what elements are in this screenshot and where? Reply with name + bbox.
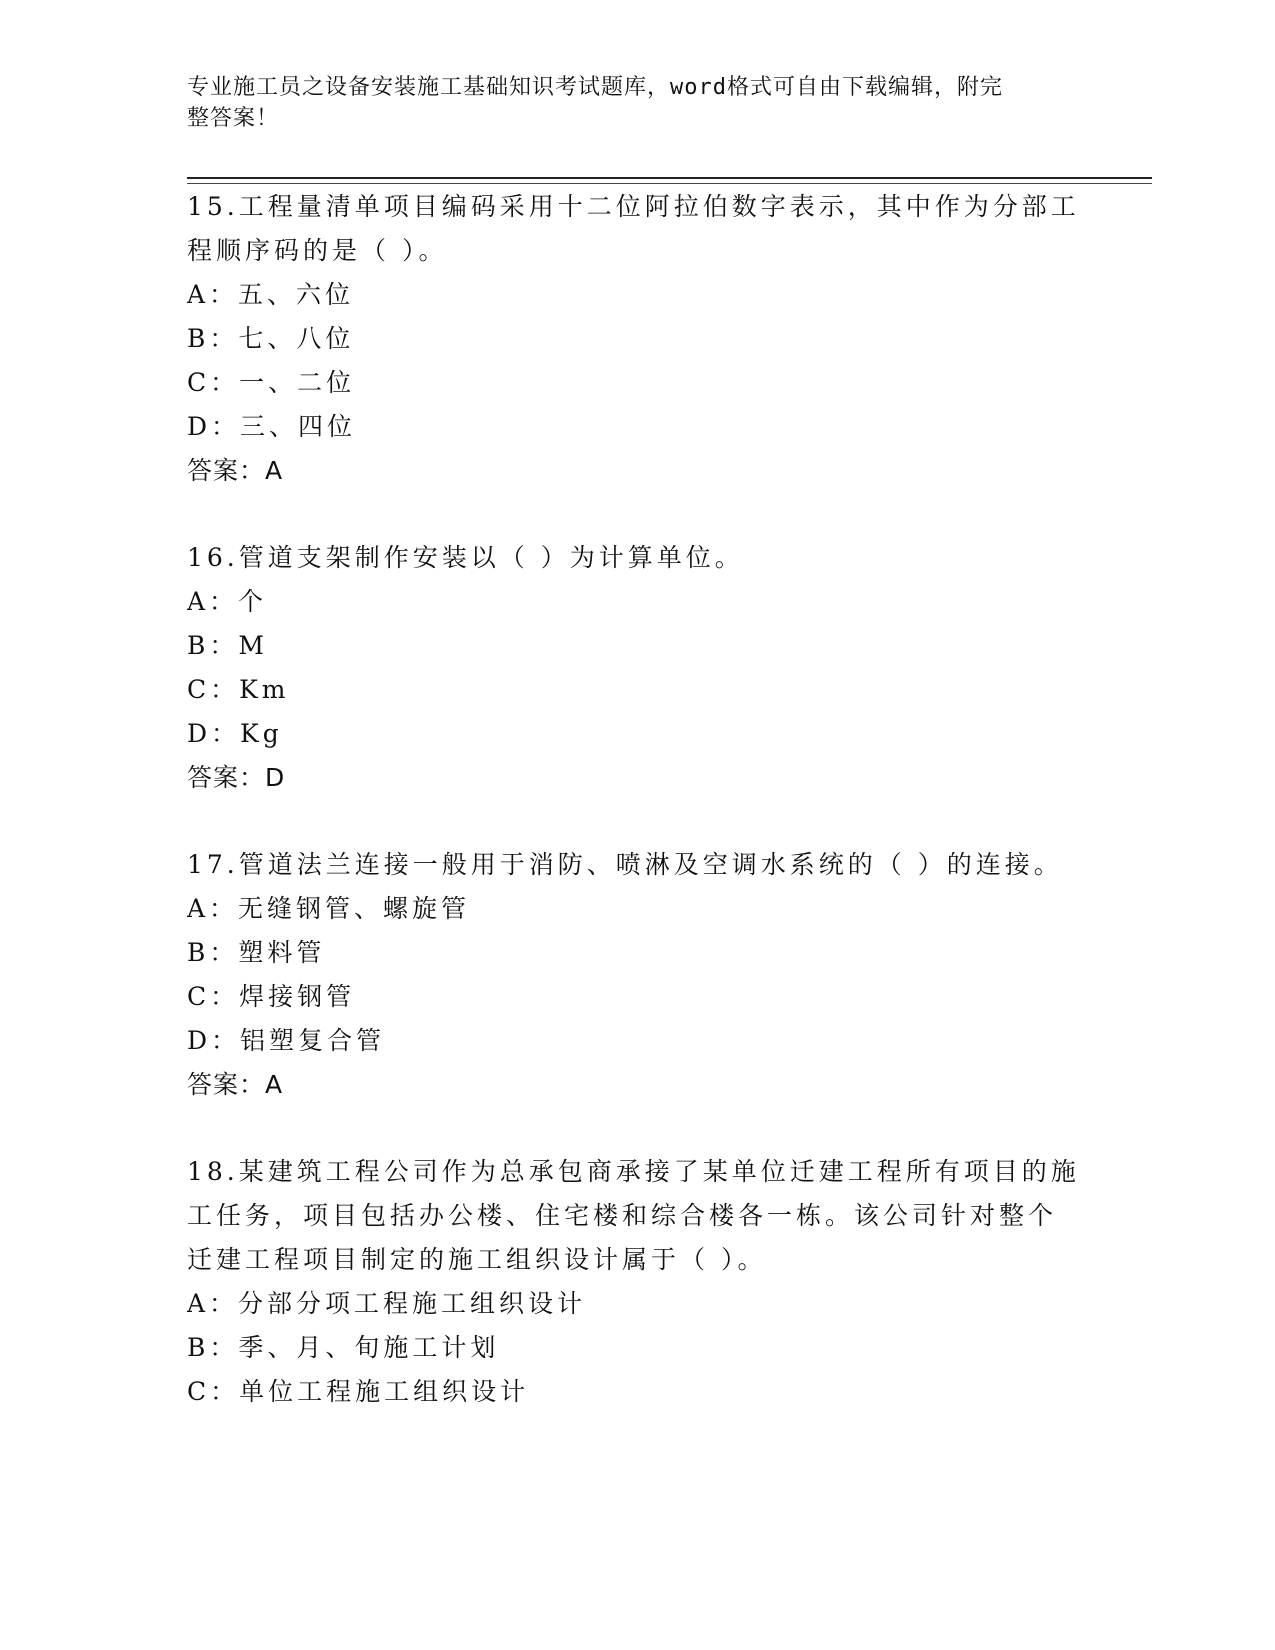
question-18-option-a: A：分部分项工程施工组织设计 <box>187 1289 587 1318</box>
question-16-answer: 答案：D <box>187 763 286 792</box>
question-17-option-b: B：塑料管 <box>187 938 326 967</box>
question-15-option-b: B：七、八位 <box>187 324 355 353</box>
question-18-line-3: 迁建工程项目制定的施工组织设计属于（ ）。 <box>187 1245 767 1274</box>
question-16-option-b: B：M <box>187 631 268 660</box>
question-15-option-a: A：五、六位 <box>187 280 355 309</box>
question-18-option-b: B：季、月、旬施工计划 <box>187 1333 500 1362</box>
header-line-1: 专业施工员之设备安装施工基础知识考试题库，word格式可自由下载编辑，附完 <box>187 75 1003 100</box>
header-divider-thick <box>187 177 1152 179</box>
question-18-line-2: 工任务，项目包括办公楼、住宅楼和综合楼各一栋。该公司针对整个 <box>187 1201 1058 1230</box>
question-16-option-d: D：Kg <box>187 719 283 748</box>
question-17-line-1: 17.管道法兰连接一般用于消防、喷淋及空调水系统的（ ）的连接。 <box>187 850 1063 879</box>
question-17-option-c: C：焊接钢管 <box>187 982 356 1011</box>
question-15-option-d: D：三、四位 <box>187 412 357 441</box>
question-17-answer: 答案：A <box>187 1070 284 1099</box>
header-divider-thin <box>187 183 1152 184</box>
question-16-option-a: A：个 <box>187 587 268 616</box>
question-18-line-1: 18.某建筑工程公司作为总承包商承接了某单位迁建工程所有项目的施 <box>187 1157 1080 1186</box>
question-17-option-a: A：无缝钢管、螺旋管 <box>187 894 471 923</box>
question-16-line-1: 16.管道支架制作安装以（ ）为计算单位。 <box>187 543 744 572</box>
question-18-option-c: C：单位工程施工组织设计 <box>187 1377 530 1406</box>
question-15-answer: 答案：A <box>187 456 284 485</box>
question-15-line-2: 程顺序码的是（ ）。 <box>187 236 448 265</box>
question-16-option-c: C：Km <box>187 675 290 704</box>
question-15-line-1: 15.工程量清单项目编码采用十二位阿拉伯数字表示，其中作为分部工 <box>187 192 1080 221</box>
header-line-2: 整答案！ <box>187 106 280 131</box>
document-header <box>187 72 1067 134</box>
question-17-option-d: D：铝塑复合管 <box>187 1026 386 1055</box>
question-15-option-c: C：一、二位 <box>187 368 356 397</box>
